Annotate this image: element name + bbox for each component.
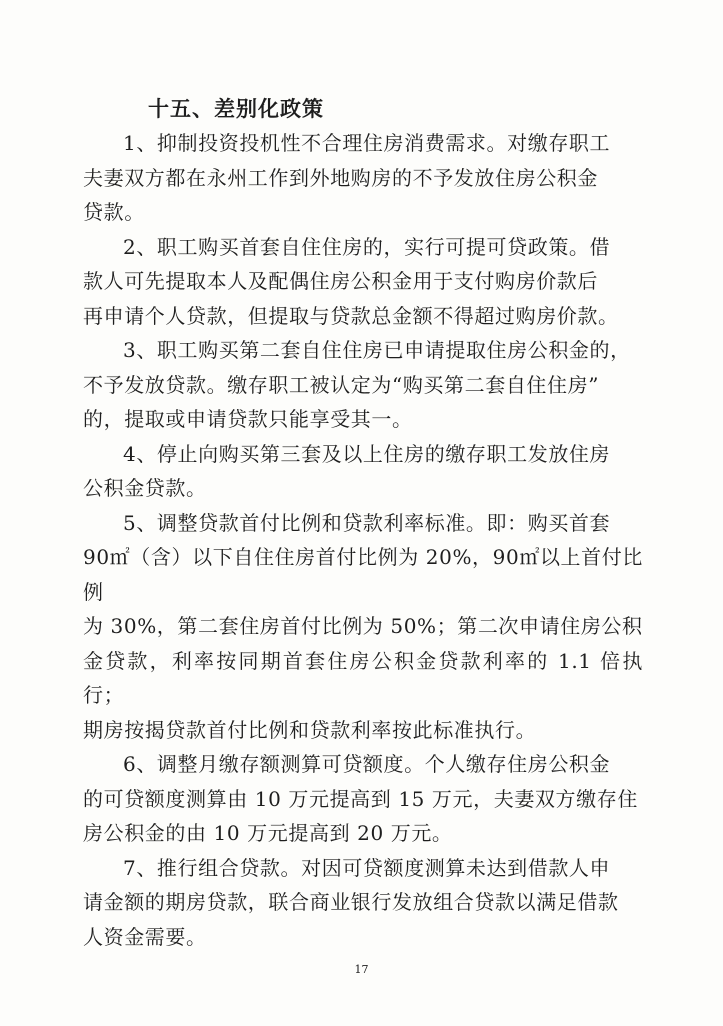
paragraph-7 [83, 851, 643, 955]
paragraph-line: 公积金贷款。 [83, 476, 207, 500]
paragraph-2 [83, 230, 643, 334]
paragraph-4 [83, 437, 643, 506]
paragraph-line: 请金额的期房贷款，联合商业银行发放组合贷款以满足借款 [83, 890, 619, 914]
paragraph-line: 1、抑制投资投机性不合理住房消费需求。对缴存职工 [123, 131, 611, 155]
paragraph-line: 2、职工购买首套自住住房的，实行可提可贷政策。借 [123, 234, 611, 259]
paragraph-line: 贷款。 [83, 200, 145, 224]
paragraph-line: 5、调整贷款首付比例和贷款利率标准。即：购买首套 [123, 510, 611, 535]
paragraph-line: 房公积金的由 10 万元提高到 20 万元。 [83, 821, 453, 845]
section-title: 十五、差别化政策 [148, 96, 324, 121]
paragraph-line: 金贷款，利率按同期首套住房公积金贷款利率的 1.1 倍执行； [83, 648, 643, 707]
paragraph-line: 6、调整月缴存额测算可贷额度。个人缴存住房公积金 [123, 752, 611, 776]
paragraph-5 [83, 506, 643, 748]
page-number: 17 [354, 963, 369, 976]
paragraph-line: 的可贷额度测算由 10 万元提高到 15 万元，夫妻双方缴存住 [83, 786, 638, 811]
paragraph-line: 7、推行组合贷款。对因可贷额度测算未达到借款人申 [123, 855, 611, 880]
paragraph-line: 4、停止向购买第三套及以上住房的缴存职工发放住房 [123, 441, 611, 466]
paragraph-line: 期房按揭贷款首付比例和贷款利率按此标准执行。 [83, 717, 537, 742]
paragraph-line: 再申请个人贷款，但提取与贷款总金额不得超过购房价款。 [83, 303, 619, 328]
paragraph-line: 90㎡（含）以下自住住房首付比例为 20%，90㎡以上首付比例 [83, 545, 643, 604]
paragraph-line: 款人可先提取本人及配偶住房公积金用于支付购房价款后 [83, 269, 598, 293]
paragraph-6 [83, 747, 643, 851]
paragraph-line: 不予发放贷款。缴存职工被认定为“购买第二套自住住房” [83, 372, 600, 397]
paragraph-line: 为 30%，第二套住房首付比例为 50%；第二次申请住房公积 [83, 614, 643, 638]
paragraph-line: 人资金需要。 [83, 924, 207, 949]
paragraph-line: 3、职工购买第二套自住住房已申请提取住房公积金的， [123, 338, 631, 362]
paragraph-3 [83, 333, 643, 437]
paragraph-1 [83, 126, 643, 230]
body-text [83, 126, 643, 954]
paragraph-line: 的，提取或申请贷款只能享受其一。 [83, 407, 413, 431]
paragraph-line: 夫妻双方都在永州工作到外地购房的不予发放住房公积金 [83, 165, 598, 190]
